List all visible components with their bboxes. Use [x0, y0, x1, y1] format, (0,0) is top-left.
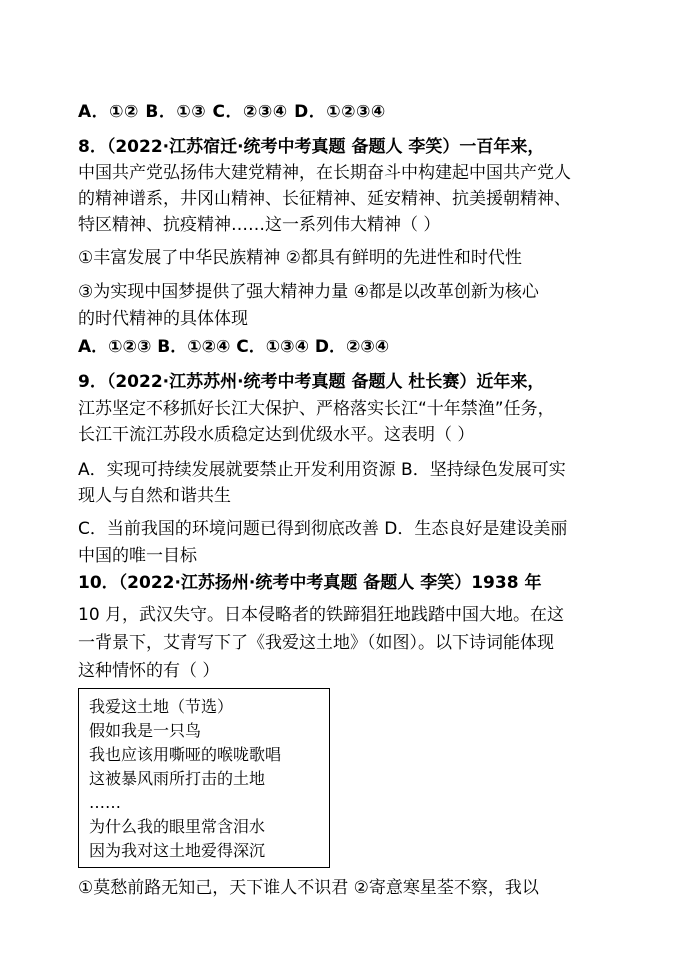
- poem-line-2: 我也应该用嘶哑的喉咙歌唱: [89, 745, 282, 764]
- q8-stem-line-2: 中国共产党弘扬伟大建党精神，在长期奋斗中构建起中国共产党人: [78, 163, 571, 183]
- q9-option-d-cont: 中国的唯一目标: [78, 546, 197, 566]
- q8-stem-line-3: 的精神谱系，井冈山精神、长征精神、延安精神、抗美援朝精神、: [78, 189, 571, 209]
- q8-options: A．①②③ B．①②④ C．①③④ D．②③④: [78, 337, 390, 357]
- poem-line-3: 这被暴风雨所打击的土地: [89, 769, 266, 788]
- poem-title: 我爱这土地（节选）: [89, 697, 234, 716]
- q8-stem-line-1: 8．（2022·江苏宿迁·统考中考真题 备题人 李笑）一百年来，: [78, 137, 545, 157]
- q8-statement-4-cont: 的时代精神的具体体现: [78, 309, 248, 329]
- q9-option-c-d: C．当前我国的环境问题已得到彻底改善 D．生态良好是建设美丽: [78, 519, 568, 539]
- q10-stem-line-2: 10 月，武汉失守。日本侵略者的铁蹄猖狂地践踏中国大地。在这: [78, 605, 565, 625]
- q10-stem-line-1: 10．（2022·江苏扬州·统考中考真题 备题人 李笑）1938 年: [78, 573, 542, 593]
- q8-statement-1-2: ①丰富发展了中华民族精神 ②都具有鲜明的先进性和时代性: [78, 248, 522, 268]
- q9-stem-line-3: 长江干流江苏段水质稳定达到优级水平。这表明（ ）: [78, 425, 475, 445]
- q10-statements: ①莫愁前路无知己，天下谁人不识君 ②寄意寒星荃不察，我以: [78, 878, 539, 898]
- q9-option-b-cont: 现人与自然和谐共生: [78, 486, 231, 506]
- q7-options: A．①② B．①③ C．②③④ D．①②③④: [78, 102, 386, 122]
- poem-line-4: 为什么我的眼里常含泪水: [89, 817, 266, 836]
- q10-stem-line-3: 一背景下，艾青写下了《我爱这土地》（如图）。以下诗词能体现: [78, 633, 554, 653]
- q9-option-a-b: A．实现可持续发展就要禁止开发利用资源 B．坚持绿色发展可实: [78, 460, 566, 480]
- poem-line-5: 因为我对这土地爱得深沉: [89, 841, 266, 860]
- q10-stem-line-4: 这种情怀的有（ ）: [78, 661, 220, 681]
- q9-stem-line-1: 9．（2022·江苏苏州·统考中考真题 备题人 杜长赛）近年来，: [78, 372, 545, 392]
- q8-statement-3-4: ③为实现中国梦提供了强大精神力量 ④都是以改革创新为核心: [78, 282, 539, 302]
- poem-excerpt-box: [78, 688, 330, 868]
- poem-line-1: 假如我是一只鸟: [89, 721, 202, 740]
- poem-ellipsis: ……: [89, 793, 121, 812]
- q9-stem-line-2: 江苏坚定不移抓好长江大保护、严格落实长江“十年禁渔”任务，: [78, 399, 555, 419]
- q8-stem-line-4: 特区精神、抗疫精神……这一系列伟大精神（ ）: [78, 215, 441, 235]
